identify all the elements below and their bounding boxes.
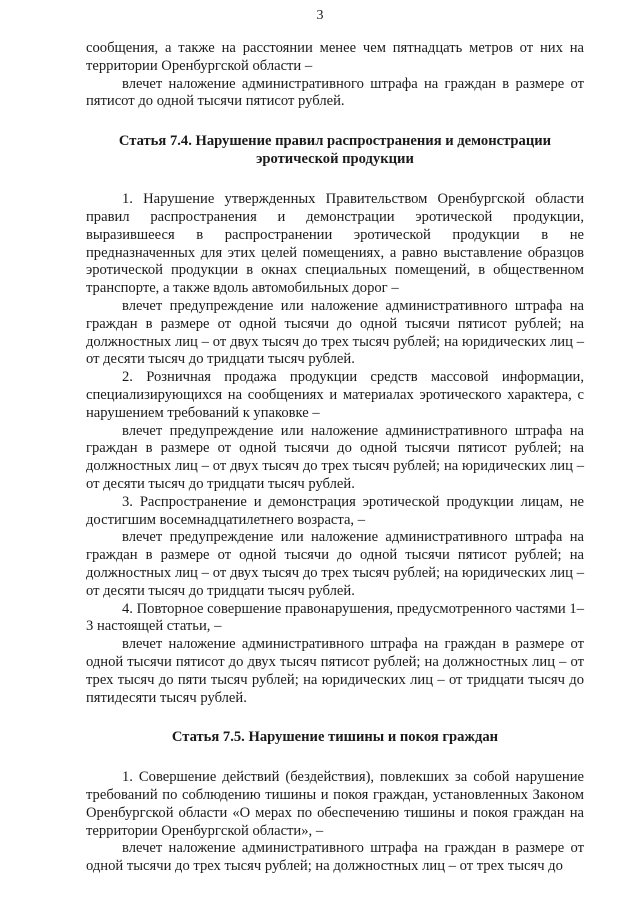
paragraph: 2. Розничная продажа продукции средств массовой информации, специализирующихся на сообщениях и материалах эротического характера, с нарушением требований к упаковке – [86, 369, 584, 421]
article-heading: Статья 7.5. Нарушение тишины и покоя граждан [171, 729, 499, 746]
paragraph: влечет предупреждение или наложение административного штрафа на граждан в размере от одной тысячи до одной тысячи пятисот рублей; на должностных лиц – от двух тысяч до трех тысяч рублей; на юридических лиц – от десяти тысяч до тридцати тысяч рублей. [86, 422, 584, 492]
paragraph: влечет наложение административного штрафа на граждан в размере от одной тысячи пятисот до двух тысяч пятисот рублей; на должностных лиц – от трех тысяч до пяти тысяч рублей; на юридических лиц – от тридцати тысяч до пятидесяти тысяч рублей. [86, 636, 584, 706]
paragraph: 4. Повторное совершение правонарушения, предусмотренного частями 1–3 настоящей статьи, – [86, 600, 584, 635]
paragraph: 1. Совершение действий (бездействия), повлекших за собой нарушение требований по соблюдению тишины и покоя граждан, установленных Законом Оренбургской области «О мерах по обеспечению тишины и покоя граждан на территории Оренбургской области», – [86, 769, 584, 839]
paragraph: влечет наложение административного штрафа на граждан в размере от одной тысячи до трех тысяч рублей; на должностных лиц – от трех тысяч до [86, 840, 584, 875]
paragraph: влечет наложение административного штрафа на граждан в размере от пятисот до одной тысячи пятисот рублей. [86, 75, 584, 110]
paragraph: сообщения, а также на расстоянии менее чем пятнадцать метров от них на территории Оренбургской области – [86, 40, 584, 74]
page-number: 3 [316, 8, 324, 23]
paragraph: 1. Нарушение утвержденных Правительством Оренбургской области правил распространения и демонстрации эротической продукции, выразившееся в распространении эротической продукции в не предназначенных для этих целей помещениях, а равно выставление образцов эротической продукции в окнах специальных помещений, в общественном транспорте, а также вдоль автомобильных дорог – [86, 191, 584, 297]
document-body [86, 40, 584, 876]
paragraph: 3. Распространение и демонстрация эротической продукции лицам, не достигшим восемнадцатилетнего возраста, – [86, 493, 584, 528]
paragraph: влечет предупреждение или наложение административного штрафа на граждан в размере от одной тысячи до одной тысячи пятисот рублей; на должностных лиц – от двух тысяч до трех тысяч рублей; на юридических лиц – от десяти тысяч до тридцати тысяч рублей. [86, 297, 584, 368]
paragraph: влечет предупреждение или наложение административного штрафа на граждан в размере от одной тысячи до одной тысячи пятисот рублей; на должностных лиц – от двух тысяч до трех тысяч рублей; на юридических лиц – от десяти тысяч до тридцати тысяч рублей. [86, 529, 584, 599]
article-heading: Статья 7.4. Нарушение правил распространения и демонстрации эротической продукции [118, 133, 552, 168]
